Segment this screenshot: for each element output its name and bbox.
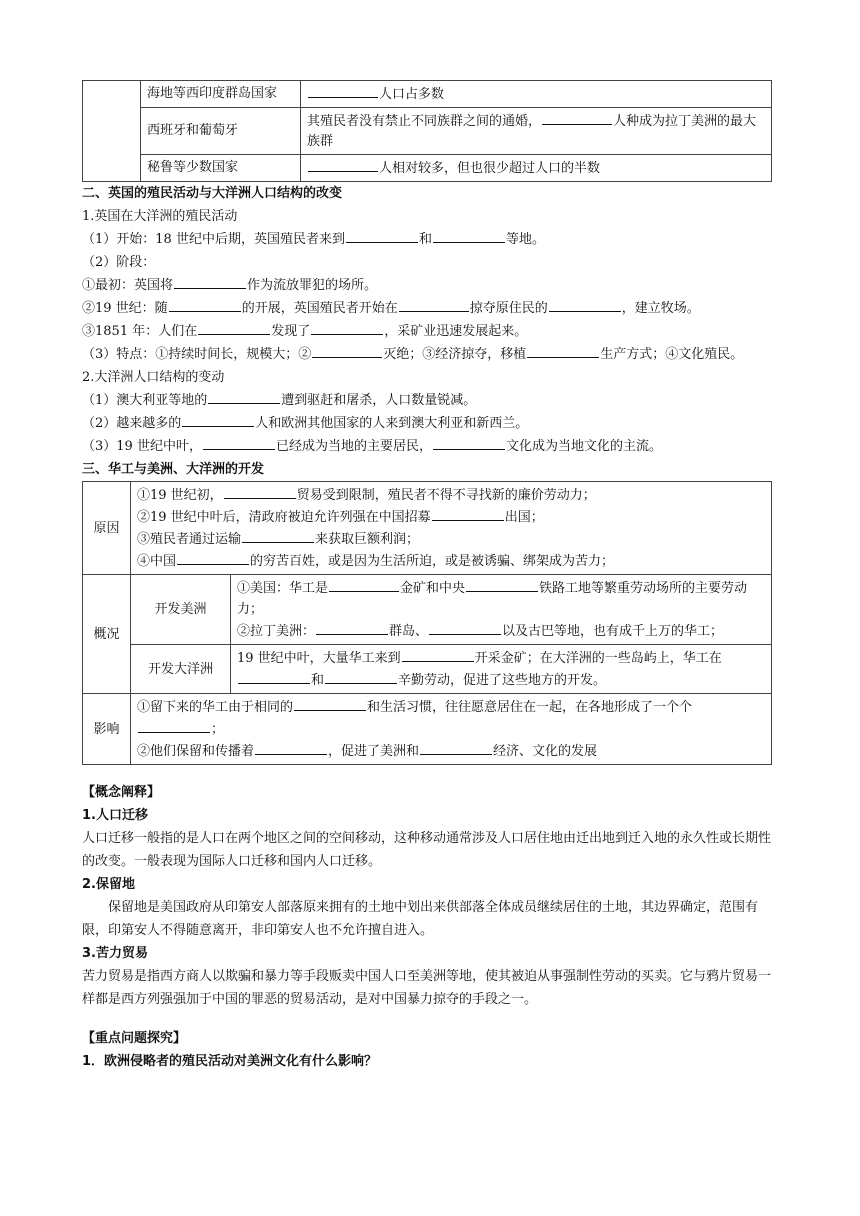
blank-line[interactable] [527, 343, 599, 358]
subsection-title: 2.大洋洲人口结构的变动 [82, 370, 225, 385]
section-header: 【概念阐释】 [82, 785, 161, 800]
section-header: 【重点问题探究】 [82, 1031, 187, 1046]
concept-title: 3.苦力贸易 [82, 946, 148, 961]
sub-label: 开发大洋洲 [131, 645, 231, 694]
blank-line[interactable] [346, 228, 418, 243]
blank-line[interactable] [433, 228, 505, 243]
blank-line[interactable] [182, 412, 254, 427]
text-line: ②19 世纪：随 的开展，英国殖民者开始在 掠夺原住民的 ，建立牧场。 [82, 297, 772, 320]
text-line: （2）阶段： [82, 255, 156, 270]
blank-line[interactable] [138, 718, 210, 733]
region-cell: 秘鲁等少数国家 [141, 155, 301, 182]
blank-line[interactable] [203, 435, 275, 450]
empty-cell [83, 81, 141, 182]
blank-line[interactable] [312, 343, 382, 358]
blank-line[interactable] [174, 274, 246, 289]
document-page [82, 80, 772, 1073]
table-row [83, 155, 772, 182]
blank-line[interactable] [198, 320, 270, 335]
concept-text: 苦力贸易是指西方商人以欺骗和暴力等手段贩卖中国人口至美洲等地，使其被迫从事强制性劳动的买卖。它与鸦片贸易一样都是西方列强强加于中国的罪恶的贸易活动，是对中国暴力掠夺的手段之一。 [82, 969, 772, 1007]
blank-line[interactable] [549, 297, 621, 312]
blank-line[interactable] [432, 506, 504, 521]
text-line: （2）越来越多的 人和欧洲其他国家的人来到澳大利亚和新西兰。 [82, 412, 772, 435]
blank-line[interactable] [466, 577, 538, 592]
text-line: ③1851 年：人们在 发现了 ，采矿业迅速发展起来。 [82, 320, 772, 343]
blank-line[interactable] [420, 740, 492, 755]
content-cell: 人相对较多，但也很少超过人口的半数 [301, 155, 772, 182]
blank-line[interactable] [311, 320, 383, 335]
blank-line[interactable] [238, 669, 310, 684]
section-title: 三、华工与美洲、大洋洲的开发 [82, 462, 265, 477]
table-row [83, 575, 772, 645]
text-line: （1）澳大利亚等地的 遭到驱赶和屠杀，人口数量锐减。 [82, 389, 772, 412]
section-2 [82, 182, 772, 481]
blank-line[interactable] [329, 577, 399, 592]
blank-line[interactable] [308, 157, 378, 172]
blank-line[interactable] [177, 550, 249, 565]
blank-line[interactable] [242, 528, 314, 543]
content-cell: ①美国：华工是 金矿和中央 铁路工地等繁重劳动场所的主要劳动力； ②拉丁美洲： 群岛、 以及古巴等地，也有成千上万的华工； [231, 575, 772, 645]
concept-text: 人口迁移一般指的是人口在两个地区之间的空间移动，这种移动通常涉及人口居住地由迁出地到迁入地的永久性或长期性的改变。一般表现为国际人口迁移和国内人口迁移。 [82, 831, 772, 869]
table-row [83, 645, 772, 694]
table-row [83, 482, 772, 575]
content-cell: 其殖民者没有禁止不同族群之间的通婚， 人种成为拉丁美洲的最大族群 [301, 108, 772, 155]
row-label: 原因 [83, 482, 131, 575]
blank-line[interactable] [294, 696, 366, 711]
content-cell: ①19 世纪初， 贸易受到限制，殖民者不得不寻找新的廉价劳动力； ②19 世纪中叶后，清政府被迫允许列强在中国招募 出国； ③殖民者通过运输 来获取巨额利润； ④中国 的穷苦百姓，或是因为生活所迫，或是被诱骗、绑架成为苦力； [131, 482, 772, 575]
blank-line[interactable] [402, 647, 474, 662]
blank-line[interactable] [433, 435, 505, 450]
population-table [82, 80, 772, 182]
blank-line[interactable] [316, 620, 388, 635]
table-row [83, 108, 772, 155]
concept-title: 1.人口迁移 [82, 808, 148, 823]
concept-text: 保留地是美国政府从印第安人部落原来拥有的土地中划出来供部落全体成员继续居住的土地，其边界确定，范围有限，印第安人不得随意离开，非印第安人也不允许擅自进入。 [82, 900, 759, 938]
row-label: 影响 [83, 694, 131, 765]
text-line: （1）开始：18 世纪中后期，英国殖民者来到 和 等地。 [82, 228, 772, 251]
question: 1．欧洲侵略者的殖民活动对美洲文化有什么影响？ [82, 1054, 378, 1069]
blank-line[interactable] [255, 740, 327, 755]
region-cell: 海地等西印度群岛国家 [141, 81, 301, 108]
concepts-section [82, 781, 772, 1011]
text-line: （3）特点：①持续时间长，规模大；② 灭绝；③经济掠夺，移植 生产方式；④文化殖民。 [82, 343, 772, 366]
content-cell: ①留下来的华工由于相同的 和生活习惯，往往愿意居住在一起，在各地形成了一个个； ②他们保留和传播着 ，促进了美洲和 经济、文化的发展 [131, 694, 772, 765]
blank-line[interactable] [399, 297, 469, 312]
blank-line[interactable] [169, 297, 241, 312]
table-row [83, 81, 772, 108]
sub-label: 开发美洲 [131, 575, 231, 645]
content-cell: 人口占多数 [301, 81, 772, 108]
blank-line[interactable] [208, 389, 280, 404]
blank-line[interactable] [308, 83, 378, 98]
blank-line[interactable] [224, 484, 296, 499]
text-line: ①最初：英国将 作为流放罪犯的场所。 [82, 274, 772, 297]
blank-line[interactable] [325, 669, 397, 684]
subsection-title: 1.英国在大洋洲的殖民活动 [82, 209, 238, 224]
section-title: 二、英国的殖民活动与大洋洲人口结构的改变 [82, 186, 343, 201]
row-label: 概况 [83, 575, 131, 694]
text-line: （3）19 世纪中叶， 已经成为当地的主要居民， 文化成为当地文化的主流。 [82, 435, 772, 458]
concept-title: 2.保留地 [82, 877, 135, 892]
focus-section [82, 1027, 772, 1073]
blank-line[interactable] [542, 110, 612, 125]
chinese-labor-table [82, 481, 772, 765]
region-cell: 西班牙和葡萄牙 [141, 108, 301, 155]
content-cell: 19 世纪中叶，大量华工来到 开采金矿；在大洋洲的一些岛屿上，华工在和 辛勤劳动，促进了这些地方的开发。 [231, 645, 772, 694]
blank-line[interactable] [429, 620, 501, 635]
table-row [83, 694, 772, 765]
